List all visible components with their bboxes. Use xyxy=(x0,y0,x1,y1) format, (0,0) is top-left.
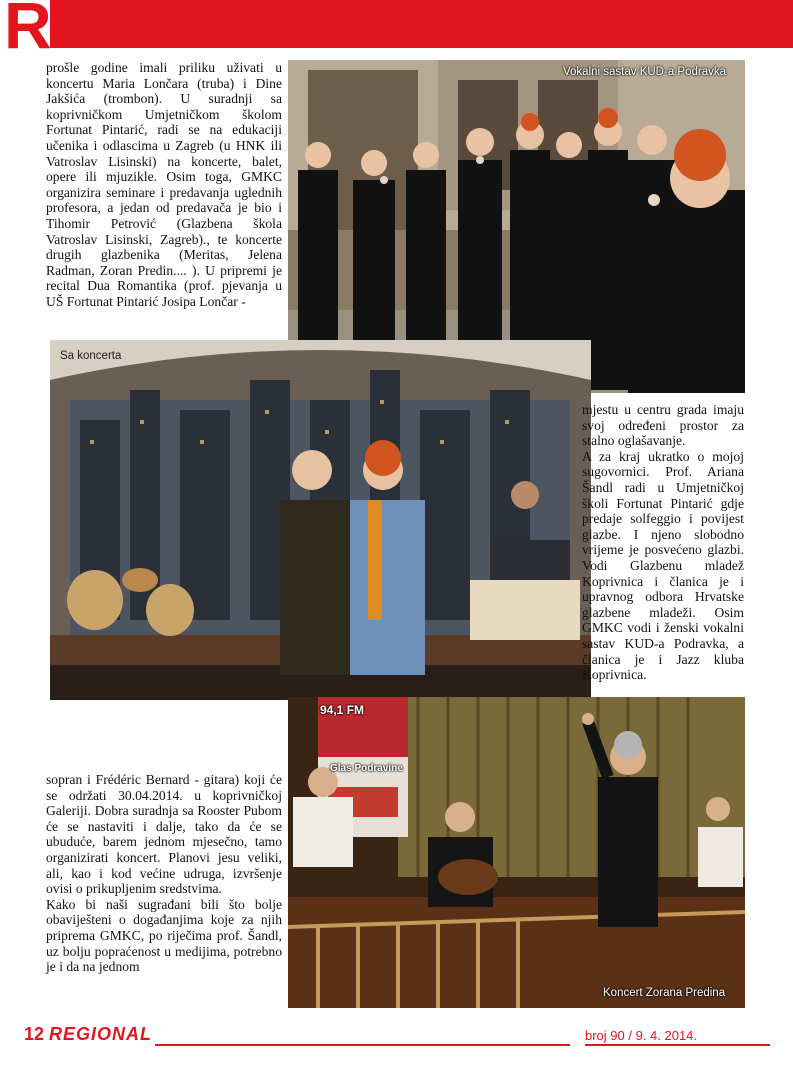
predin-radio-text: 94,1 FM xyxy=(320,703,365,717)
concert-image xyxy=(50,340,591,700)
article-paragraph: A za kraj ukratko o mojoj sugovornici. Prof. Ariana Šandl radi u Umjetničkoj školi Fortunat Pintarić gdje predaje solfeggio i povijest glazbe. I njeno slobodno vrijeme je posvećeno glazbi. Vodi Glazbenu mladež Koprivnica i članica je i upravnog odbora Hrvatske glazbene mladeži. Osim GMKC vodi i ženski vokalni sastav KUD-a Podravka, a članica je i Jazz kluba Koprivnica. xyxy=(582,448,744,683)
article-col1-bottom xyxy=(46,772,282,975)
footer-branding xyxy=(24,1024,152,1045)
concert-photo xyxy=(50,340,591,700)
article-paragraph: Kako bi naši sugrađani bili što bolje obaviješteni o događanjima koje za njih priprema GMKC, po riječima prof. Šandl, uz bolju popraćenost u medijima, potrebno je i da na jednom xyxy=(46,896,282,975)
article-col2 xyxy=(582,402,744,683)
header-bar xyxy=(0,0,793,48)
footer-rule-right xyxy=(585,1044,770,1046)
choir-caption: Vokalni sastav KUD-a Podravka xyxy=(563,66,726,78)
magazine-logo xyxy=(0,0,50,62)
predin-photo xyxy=(288,697,745,1008)
page-number: 12 xyxy=(24,1024,45,1044)
magazine-name: REGIONAL xyxy=(49,1024,153,1044)
article-col1-top xyxy=(46,60,282,310)
predin-sign-text: Glas Podravine xyxy=(330,763,403,774)
article-paragraph: mjestu u centru grada imaju svoj određeni prostor za stalno oglašavanje. xyxy=(582,402,744,449)
article-paragraph: sopran i Frédéric Bernard - gitara) koji će se održati 30.04.2014. u koprivničkoj Galeriji. Dobra suradnja sa Rooster Pubom će se nastaviti i dalje, tako da će se ubuduće, barem jednom mjesečno, tamo organizirati koncert. Planovi jesu veliki, ali, kao i kod većine udruga, izvršenje ovisi o prikupljenim sredstvima. xyxy=(46,772,282,897)
predin-caption: Koncert Zorana Predina xyxy=(603,987,726,999)
predin-image xyxy=(288,697,745,1008)
footer-rule-left xyxy=(155,1044,570,1046)
article-paragraph: prošle godine imali priliku uživati u koncertu Maria Lončara (truba) i Dine Jakšića (trombon). U suradnji sa koprivničkom Umjetničkom školom Fortunat Pintarić, radi se na edukaciji učenika i odlascima u Zagreb (u HNK ili Vatroslav Lisinski) na koncerte, balet, opere ili mjuzikle. Osim toga, GMKC organizira seminare i predavanja uglednih profesora, a jedan od predavača je bio i Tihomir Petrović (Glazbena škola Vatroslav Lisinski, Zagreb)., te koncerte drugih glazbenika (Meritas, Jelena Radman, Zoran Predin.... ). U pripremi je recital Dua Romantika (prof. pjevanja u UŠ Fortunat Pintarić Josipa Lončar - xyxy=(46,60,282,309)
concert-caption: Sa koncerta xyxy=(60,350,122,362)
logo-letter: R xyxy=(4,0,50,62)
issue-info: broj 90 / 9. 4. 2014. xyxy=(585,1028,698,1043)
